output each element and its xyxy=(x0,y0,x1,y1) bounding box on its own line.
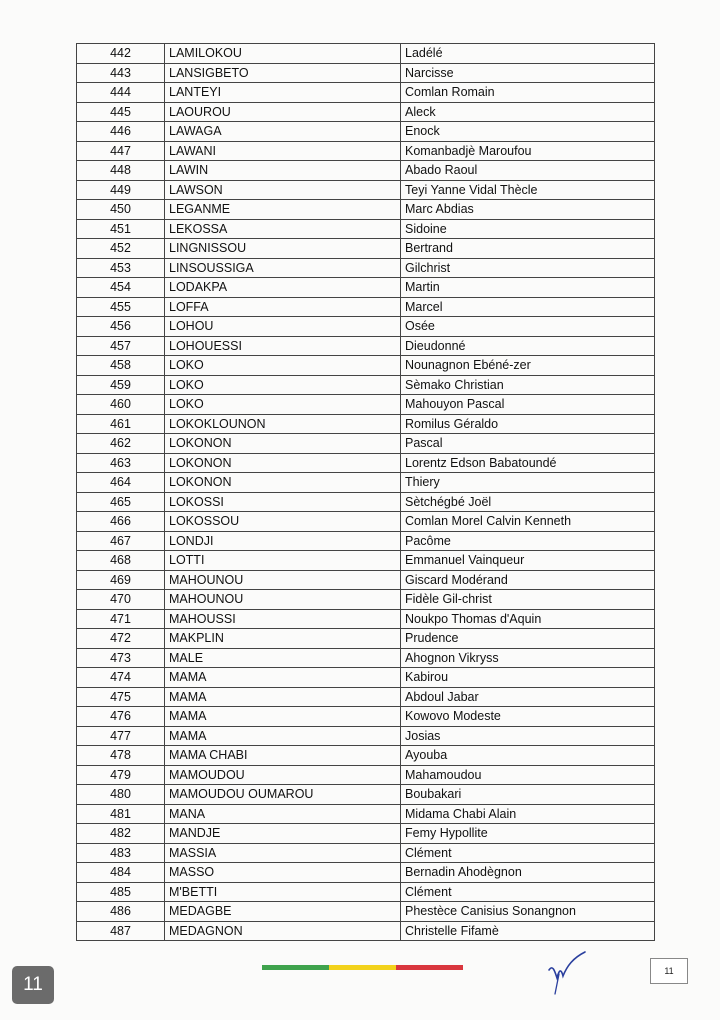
table-row xyxy=(77,102,655,122)
row-number: 459 xyxy=(77,375,165,395)
table-row xyxy=(77,161,655,181)
row-number: 457 xyxy=(77,336,165,356)
surname-cell: LINGNISSOU xyxy=(165,239,401,259)
given-names-cell: Boubakari xyxy=(401,785,655,805)
surname-cell: M'BETTI xyxy=(165,882,401,902)
surname-cell: MAHOUSSI xyxy=(165,609,401,629)
row-number: 485 xyxy=(77,882,165,902)
table-row xyxy=(77,863,655,883)
table-row xyxy=(77,219,655,239)
surname-cell: LOHOUESSI xyxy=(165,336,401,356)
row-number: 463 xyxy=(77,453,165,473)
given-names-cell: Pacôme xyxy=(401,531,655,551)
table-row xyxy=(77,122,655,142)
given-names-cell: Femy Hypollite xyxy=(401,824,655,844)
table-row xyxy=(77,414,655,434)
given-names-cell: Josias xyxy=(401,726,655,746)
surname-cell: MAMOUDOU xyxy=(165,765,401,785)
given-names-cell: Marc Abdias xyxy=(401,200,655,220)
row-number: 480 xyxy=(77,785,165,805)
surname-cell: MAKPLIN xyxy=(165,629,401,649)
table-row xyxy=(77,824,655,844)
row-number: 449 xyxy=(77,180,165,200)
row-number: 472 xyxy=(77,629,165,649)
table-row xyxy=(77,180,655,200)
given-names-cell: Noukpo Thomas d'Aquin xyxy=(401,609,655,629)
row-number: 473 xyxy=(77,648,165,668)
row-number: 484 xyxy=(77,863,165,883)
surname-cell: MAMA CHABI xyxy=(165,746,401,766)
row-number: 442 xyxy=(77,44,165,64)
row-number: 477 xyxy=(77,726,165,746)
table-row xyxy=(77,921,655,941)
given-names-cell: Clément xyxy=(401,843,655,863)
surname-cell: LOKOSSI xyxy=(165,492,401,512)
surname-cell: MEDAGNON xyxy=(165,921,401,941)
given-names-cell: Ahognon Vikryss xyxy=(401,648,655,668)
given-names-cell: Aleck xyxy=(401,102,655,122)
row-number: 446 xyxy=(77,122,165,142)
page-indicator-badge xyxy=(12,966,54,1004)
surname-cell: LOKO xyxy=(165,395,401,415)
surname-cell: LOTTI xyxy=(165,551,401,571)
table-row xyxy=(77,356,655,376)
surname-cell: LOKONON xyxy=(165,473,401,493)
surname-cell: LODAKPA xyxy=(165,278,401,298)
given-names-cell: Abdoul Jabar xyxy=(401,687,655,707)
flag-stripe-red xyxy=(396,965,463,970)
given-names-cell: Bertrand xyxy=(401,239,655,259)
table-row xyxy=(77,531,655,551)
table-row xyxy=(77,63,655,83)
row-number: 471 xyxy=(77,609,165,629)
row-number: 464 xyxy=(77,473,165,493)
given-names-cell: Romilus Géraldo xyxy=(401,414,655,434)
row-number: 465 xyxy=(77,492,165,512)
signature-mark xyxy=(545,950,589,998)
flag-stripe-yellow xyxy=(329,965,396,970)
row-number: 487 xyxy=(77,921,165,941)
surname-cell: MAMA xyxy=(165,668,401,688)
flag-stripe-green xyxy=(262,965,329,970)
row-number: 458 xyxy=(77,356,165,376)
page-number: 11 xyxy=(664,966,674,976)
table-row xyxy=(77,473,655,493)
row-number: 452 xyxy=(77,239,165,259)
given-names-cell: Giscard Modérand xyxy=(401,570,655,590)
surname-cell: MAMA xyxy=(165,726,401,746)
row-number: 455 xyxy=(77,297,165,317)
surname-cell: LOKOSSOU xyxy=(165,512,401,532)
given-names-cell: Dieudonné xyxy=(401,336,655,356)
row-number: 482 xyxy=(77,824,165,844)
row-number: 469 xyxy=(77,570,165,590)
table-row xyxy=(77,258,655,278)
row-number: 479 xyxy=(77,765,165,785)
given-names-cell: Ladélé xyxy=(401,44,655,64)
given-names-cell: Nounagnon Ebéné-zer xyxy=(401,356,655,376)
given-names-cell: Comlan Morel Calvin Kenneth xyxy=(401,512,655,532)
table-row xyxy=(77,375,655,395)
surname-cell: MASSIA xyxy=(165,843,401,863)
table-row xyxy=(77,44,655,64)
given-names-cell: Teyi Yanne Vidal Thècle xyxy=(401,180,655,200)
surname-cell: LOHOU xyxy=(165,317,401,337)
table-row xyxy=(77,707,655,727)
row-number: 474 xyxy=(77,668,165,688)
surname-cell: MANA xyxy=(165,804,401,824)
table-row xyxy=(77,668,655,688)
row-number: 476 xyxy=(77,707,165,727)
table-row xyxy=(77,785,655,805)
table-row xyxy=(77,297,655,317)
table-row xyxy=(77,570,655,590)
table-row xyxy=(77,590,655,610)
given-names-cell: Ayouba xyxy=(401,746,655,766)
surname-cell: LEGANME xyxy=(165,200,401,220)
surname-cell: LANSIGBETO xyxy=(165,63,401,83)
table-row xyxy=(77,453,655,473)
row-number: 475 xyxy=(77,687,165,707)
surname-cell: MAMA xyxy=(165,707,401,727)
given-names-cell: Sèmako Christian xyxy=(401,375,655,395)
given-names-cell: Osée xyxy=(401,317,655,337)
row-number: 454 xyxy=(77,278,165,298)
row-number: 448 xyxy=(77,161,165,181)
table-row xyxy=(77,726,655,746)
surname-cell: MEDAGBE xyxy=(165,902,401,922)
surname-cell: LOKOKLOUNON xyxy=(165,414,401,434)
surname-cell: LAWANI xyxy=(165,141,401,161)
row-number: 483 xyxy=(77,843,165,863)
given-names-cell: Komanbadjè Maroufou xyxy=(401,141,655,161)
surname-cell: LINSOUSSIGA xyxy=(165,258,401,278)
page-indicator-label: 11 xyxy=(23,974,43,995)
row-number: 450 xyxy=(77,200,165,220)
table-row xyxy=(77,843,655,863)
surname-cell: LEKOSSA xyxy=(165,219,401,239)
table-row xyxy=(77,804,655,824)
given-names-cell: Narcisse xyxy=(401,63,655,83)
table-row xyxy=(77,492,655,512)
row-number: 447 xyxy=(77,141,165,161)
given-names-cell: Enock xyxy=(401,122,655,142)
table-row xyxy=(77,882,655,902)
given-names-cell: Martin xyxy=(401,278,655,298)
given-names-cell: Abado Raoul xyxy=(401,161,655,181)
given-names-cell: Marcel xyxy=(401,297,655,317)
surname-cell: MASSO xyxy=(165,863,401,883)
given-names-cell: Mahamoudou xyxy=(401,765,655,785)
row-number: 486 xyxy=(77,902,165,922)
page-number-box xyxy=(650,958,688,984)
table-row xyxy=(77,200,655,220)
surname-cell: MALE xyxy=(165,648,401,668)
row-number: 453 xyxy=(77,258,165,278)
table-row xyxy=(77,336,655,356)
surname-cell: LAWAGA xyxy=(165,122,401,142)
surname-cell: MANDJE xyxy=(165,824,401,844)
row-number: 456 xyxy=(77,317,165,337)
table-row xyxy=(77,746,655,766)
table-row xyxy=(77,278,655,298)
given-names-cell: Phestèce Canisius Sonangnon xyxy=(401,902,655,922)
table-row xyxy=(77,239,655,259)
surname-cell: LAWIN xyxy=(165,161,401,181)
flag-stripe xyxy=(262,965,463,970)
row-number: 462 xyxy=(77,434,165,454)
table-row xyxy=(77,434,655,454)
given-names-cell: Clément xyxy=(401,882,655,902)
row-number: 468 xyxy=(77,551,165,571)
given-names-cell: Bernadin Ahodègnon xyxy=(401,863,655,883)
row-number: 467 xyxy=(77,531,165,551)
table-row xyxy=(77,83,655,103)
given-names-cell: Sidoine xyxy=(401,219,655,239)
given-names-cell: Gilchrist xyxy=(401,258,655,278)
given-names-cell: Kowovo Modeste xyxy=(401,707,655,727)
surname-cell: LAMILOKOU xyxy=(165,44,401,64)
given-names-cell: Pascal xyxy=(401,434,655,454)
surname-cell: LOKONON xyxy=(165,453,401,473)
surname-cell: MAMA xyxy=(165,687,401,707)
row-number: 443 xyxy=(77,63,165,83)
surname-cell: LAOUROU xyxy=(165,102,401,122)
surname-cell: LONDJI xyxy=(165,531,401,551)
given-names-cell: Comlan Romain xyxy=(401,83,655,103)
table-row xyxy=(77,141,655,161)
given-names-cell: Thiery xyxy=(401,473,655,493)
row-number: 478 xyxy=(77,746,165,766)
given-names-cell: Kabirou xyxy=(401,668,655,688)
surname-cell: MAMOUDOU OUMAROU xyxy=(165,785,401,805)
table-row xyxy=(77,395,655,415)
surname-cell: LOFFA xyxy=(165,297,401,317)
table-row xyxy=(77,648,655,668)
given-names-cell: Prudence xyxy=(401,629,655,649)
row-number: 461 xyxy=(77,414,165,434)
surname-cell: LOKO xyxy=(165,356,401,376)
given-names-cell: Mahouyon Pascal xyxy=(401,395,655,415)
surname-cell: LAWSON xyxy=(165,180,401,200)
surname-cell: LOKO xyxy=(165,375,401,395)
table-row xyxy=(77,902,655,922)
row-number: 444 xyxy=(77,83,165,103)
given-names-cell: Lorentz Edson Babatoundé xyxy=(401,453,655,473)
table-row xyxy=(77,317,655,337)
table-row xyxy=(77,609,655,629)
given-names-cell: Midama Chabi Alain xyxy=(401,804,655,824)
table-row xyxy=(77,687,655,707)
table-row xyxy=(77,765,655,785)
given-names-cell: Christelle Fifamè xyxy=(401,921,655,941)
row-number: 470 xyxy=(77,590,165,610)
table-row xyxy=(77,629,655,649)
surname-cell: MAHOUNOU xyxy=(165,570,401,590)
row-number: 460 xyxy=(77,395,165,415)
surname-cell: MAHOUNOU xyxy=(165,590,401,610)
row-number: 451 xyxy=(77,219,165,239)
surname-cell: LOKONON xyxy=(165,434,401,454)
surname-cell: LANTEYI xyxy=(165,83,401,103)
names-table xyxy=(76,43,655,941)
given-names-cell: Fidèle Gil-christ xyxy=(401,590,655,610)
row-number: 445 xyxy=(77,102,165,122)
row-number: 481 xyxy=(77,804,165,824)
table-row xyxy=(77,512,655,532)
row-number: 466 xyxy=(77,512,165,532)
names-table-body xyxy=(77,44,655,941)
table-row xyxy=(77,551,655,571)
given-names-cell: Emmanuel Vainqueur xyxy=(401,551,655,571)
given-names-cell: Sètchégbé Joël xyxy=(401,492,655,512)
